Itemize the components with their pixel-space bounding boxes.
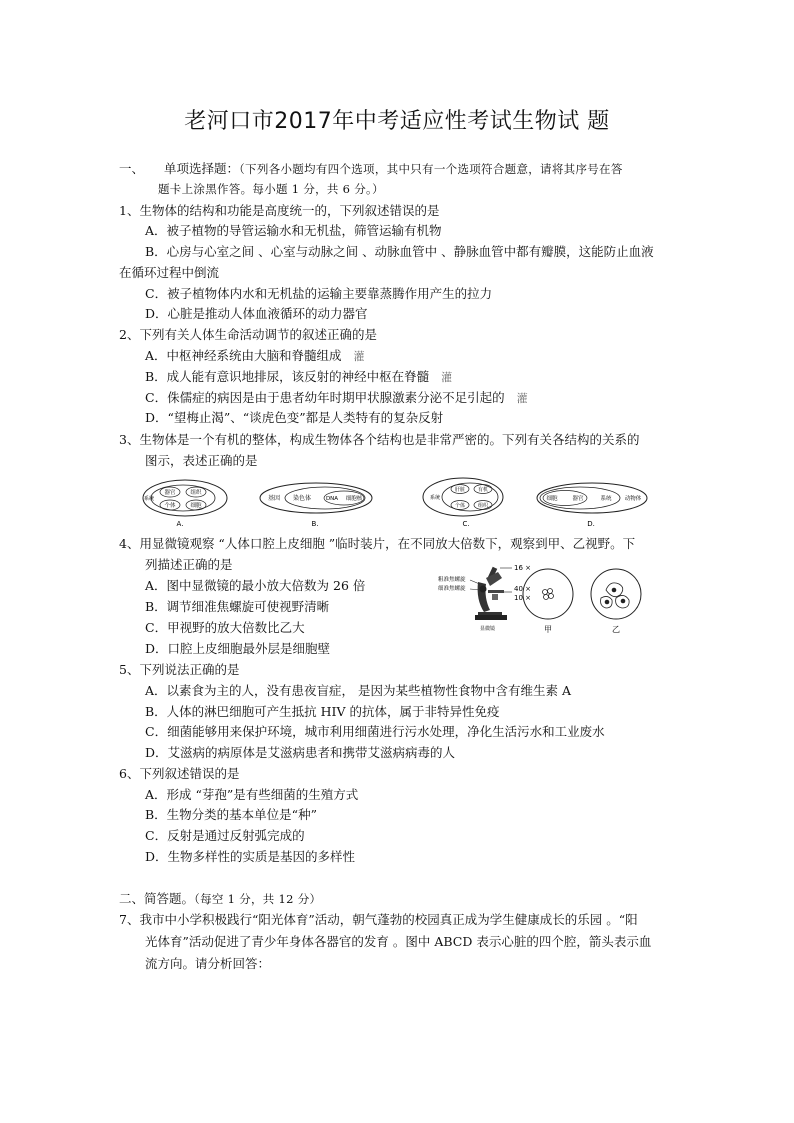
q6-option-b: B．生物分类的基本单位是“种” <box>145 807 317 822</box>
microscope-icon <box>438 564 531 632</box>
q2-option-c <box>145 389 528 408</box>
q4-stem-line2: 列描述正确的是 <box>145 557 233 572</box>
q2-mark-a: 灌 <box>353 350 365 363</box>
section2-title: 二、简答题。 <box>119 891 195 906</box>
q6-option-a: A．形成 “芽孢”是有些细菌的生殖方式 <box>145 787 359 802</box>
q4-stem-line1: 4、用显微镜观察 “人体口腔上皮细胞 ”临时装片，在不同放大倍数下，观察到甲、乙视野。下 <box>119 536 636 551</box>
q3-figures <box>140 476 680 534</box>
q3-figure-b <box>260 483 372 528</box>
q5-stem: 5、下列说法正确的是 <box>119 662 240 677</box>
exam-title: 老河口市2017年中考适应性考试生物试 题 <box>184 109 610 134</box>
q3-figure-d <box>537 483 647 528</box>
q1-option-b-line2: 在循环过程中倒流 <box>119 265 220 280</box>
section1-note-1: （下列各小题均有四个选项，其中只有一个选项符合题意，请将其序号在答 <box>239 162 623 176</box>
q2-mark-b: 灌 <box>441 371 453 384</box>
q3-figure-a <box>143 480 227 528</box>
q3-b-tag: B. <box>311 520 319 528</box>
q3-a-tag: A. <box>176 520 184 528</box>
q6-option-c: C．反射是通过反射弧完成的 <box>145 828 305 843</box>
section1-name: 单项选择题： <box>163 161 239 176</box>
q3-a-label-3: 个体 <box>164 503 176 509</box>
q7-line-1: 7、我市中小学积极践行“阳光体育”活动，朝气蓬勃的校园真正成为学生健康成长的乐园 。“阳 <box>119 912 638 927</box>
q3-d-label-4: 动物体 <box>624 496 642 502</box>
q3-a-label-1: 器官 <box>164 490 176 496</box>
q4-fig-jia-label: 甲 <box>544 625 552 634</box>
q3-d-label-2: 器官 <box>572 496 584 502</box>
q6-option-d: D．生物多样性的实质是基因的多样性 <box>145 849 356 864</box>
q2-option-b-text: B．成人能有意识地排尿，该反射的神经中枢在脊髓 <box>145 369 430 384</box>
q4-fig-objective-2: 10 × <box>514 594 531 602</box>
q7-line-2: 光体育”活动促进了青少年身体各器官的发育 。图中 ABCD 表示心脏的四个腔，箭头表示血 <box>145 934 652 949</box>
section1-number: 一、 <box>119 161 145 176</box>
q3-stem-line1: 3、生物体是一个有机的整体，构成生物体各个结构也是非常严密的。下列有关各结构的关系的 <box>119 432 640 447</box>
q5-option-a: A．以素食为主的人，没有患夜盲症， 是因为某些植物性食物中含有维生素 A <box>145 683 572 698</box>
q3-stem-line2: 图示，表述正确的是 <box>145 453 258 468</box>
q3-a-label-2: 组织 <box>190 490 202 496</box>
q3-c-label-2: 有机 <box>477 487 489 493</box>
q3-a-label-4: 细胞 <box>190 503 202 509</box>
q4-option-a: A．图中显微镜的最小放大倍数为 26 倍 <box>145 578 366 593</box>
q2-option-d: D．“望梅止渴”、“谈虎色变”都是人类特有的复杂反射 <box>145 410 444 425</box>
q4-fig-eyepiece: 16 × <box>514 564 531 572</box>
q2-stem: 2、下列有关人体生命活动调节的叙述正确的是 <box>119 327 377 342</box>
q5-option-d: D．艾滋病的病原体是艾滋病患者和携带艾滋病病毒的人 <box>145 745 456 760</box>
q6-stem: 6、下列叙述错误的是 <box>119 766 240 781</box>
q4-fig-label-coarse: 粗准焦螺旋 <box>438 577 466 583</box>
section2-note: （每空 1 分，共 12 分） <box>194 892 322 906</box>
q2-option-b <box>145 368 452 387</box>
q4-option-b: B．调节细准焦螺旋可使视野清晰 <box>145 599 330 614</box>
q3-d-label-3: 系统 <box>600 496 612 502</box>
q2-option-a-text: A．中枢神经系统由大脑和脊髓组成 <box>145 348 342 363</box>
q4-fig-yi-label: 乙 <box>612 625 620 634</box>
q7-line-3: 流方向。请分析回答： <box>145 956 271 971</box>
q3-c-label-4: 组织 <box>477 503 489 509</box>
section1-note-2: 题卡上涂黑作答。每小题 1 分，共 6 分。） <box>158 182 384 196</box>
q3-c-tag: C. <box>462 520 470 528</box>
q4-fig-objective-1: 40 × <box>514 585 531 593</box>
q1-option-b-line1: B．心房与心室之间 、心室与动脉之间 、动脉血管中 、静脉血管中都有瓣膜，这能防止血液 <box>145 244 654 259</box>
q2-mark-c: 灌 <box>516 392 528 405</box>
q3-d-tag: D. <box>587 520 595 528</box>
q4-field-yi <box>591 569 641 634</box>
section1-heading <box>119 160 623 178</box>
q4-option-d: D．口腔上皮细胞最外层是细胞壁 <box>145 641 331 656</box>
q3-c-label-5: 系统 <box>429 495 441 501</box>
q5-option-c: C．细菌能够用来保护环境，城市利用细菌进行污水处理，净化生活污水和工业废水 <box>145 724 605 739</box>
q1-option-d: D．心脏是推动人体血液循环的动力器官 <box>145 306 368 321</box>
q1-stem: 1、生物体的结构和功能是高度统一的，下列叙述错误的是 <box>119 203 440 218</box>
q3-d-label-1: 细胞 <box>546 496 558 502</box>
q3-b-label-3: DNA <box>325 496 339 502</box>
q3-figure-c <box>423 478 503 528</box>
q4-fig-label-fine: 细准焦螺旋 <box>438 586 466 592</box>
q2-option-a <box>145 347 365 366</box>
q1-option-a: A．被子植物的导管运输水和无机盐，筛管运输有机物 <box>145 223 442 238</box>
section2-heading <box>119 890 321 908</box>
q4-fig-label-base: 显微镜 <box>480 626 496 632</box>
q2-option-c-text: C．侏儒症的病因是由于患者幼年时期甲状腺激素分泌不足引起的 <box>145 390 505 405</box>
q3-b-label-2: 染色体 <box>292 495 312 502</box>
q1-option-c: C．被子植物体内水和无机盐的运输主要靠蒸腾作用产生的拉力 <box>145 286 493 301</box>
q5-option-b: B．人体的淋巴细胞可产生抵抗 HIV 的抗体，属于非特异性免疫 <box>145 704 500 719</box>
q3-c-label-1: 肝脏 <box>454 487 466 493</box>
q4-option-c: C．甲视野的放大倍数比乙大 <box>145 620 305 635</box>
q3-c-label-3: 个体 <box>454 503 466 509</box>
q3-a-label-5: 系统 <box>143 496 155 502</box>
q4-microscope-figure <box>420 560 660 645</box>
q3-b-label-1: 基因 <box>267 495 281 502</box>
q3-b-label-4: 细胞核 <box>345 496 363 502</box>
